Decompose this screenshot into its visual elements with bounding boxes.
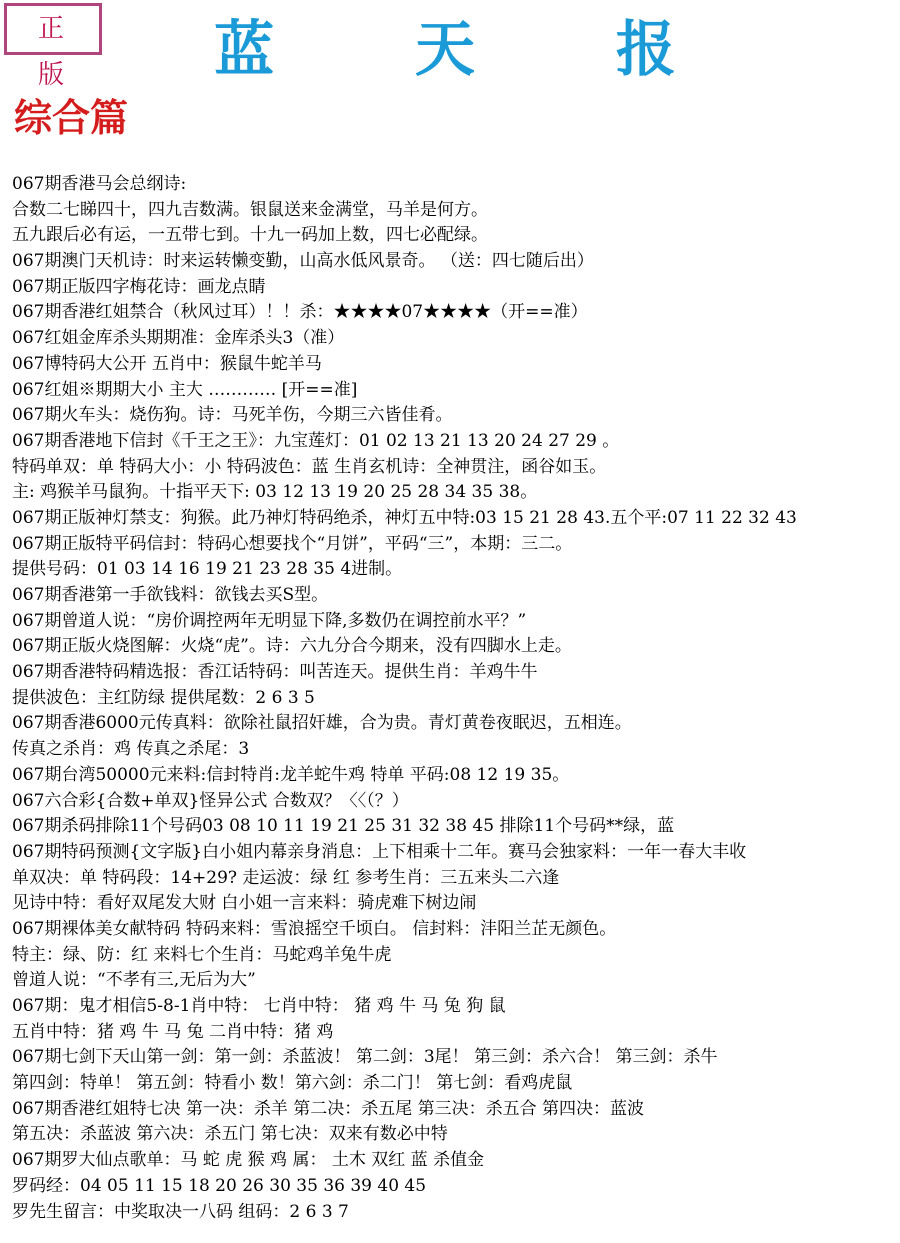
content-line: 曾道人说：“不孝有三,无后为大” <box>12 970 256 991</box>
content-line: 传真之杀肖：鸡 传真之杀尾：3 <box>12 739 250 760</box>
content-line: 067红姐金库杀头期期准：金库杀头3（准） <box>12 328 345 349</box>
content-line: 提供波色：主红防绿 提供尾数：2 6 3 5 <box>12 687 315 708</box>
content-line: 提供号码：01 03 14 16 19 21 23 28 35 4进制。 <box>12 559 403 580</box>
content-line: 067期香港特码精选报：香江话特码：叫苦连天。提供生肖：羊鸡牛牛 <box>12 662 538 683</box>
content-line: 067期正版火烧图解：火烧“虎”。诗：六九分合今期来，没有四脚水上走。 <box>12 636 572 657</box>
content-line: 067期：鬼才相信5-8-1肖中特： 七肖中特： 猪 鸡 牛 马 兔 狗 鼠 <box>12 996 506 1016</box>
content-line: 见诗中特：看好双尾发大财 白小姐一言来料：骑虎难下树边闹 <box>12 893 477 914</box>
content-line: 067红姐※期期大小 主大 ………… [开==准] <box>12 379 358 400</box>
content-line: 067期香港6000元传真料：欲除社鼠招奸雄，合为贵。青灯黄卷夜眠迟，五相连。 <box>12 713 632 734</box>
content-line: 067期特码预测{文字版}白小姐内幕亲身消息：上下相乘十二年。赛马会独家料：一年一春大丰收 <box>12 841 747 862</box>
content-line: 067期曾道人说：“房价调控两年无明显下降,多数仍在调控前水平？” <box>12 610 527 631</box>
content-line: 第四剑：特单！ 第五剑：特看小 数！第六剑：杀二门！ 第七剑：看鸡虎鼠 <box>12 1073 573 1094</box>
content-line: 五肖中特：猪 鸡 牛 马 兔 二肖中特：猪 鸡 <box>12 1021 334 1042</box>
content-lines <box>12 172 898 1225</box>
content-line: 合数二七睇四十，四九吉数满。银鼠送来金满堂，马羊是何方。 <box>12 199 488 220</box>
content-line: 067期裸体美女献特码 特码来料：雪浪摇空千顷白。 信封料：沣阳兰芷无颜色。 <box>12 918 617 939</box>
content-line: 067期香港马会总纲诗: <box>12 174 187 194</box>
content-line: 067博特码大公开 五肖中：猴鼠牛蛇羊马 <box>12 353 322 374</box>
content-line: 五九跟后必有运，一五带七到。十九一码加上数，四七必配绿。 <box>12 225 488 246</box>
content-line: 第五决：杀蓝波 第六决：杀五门 第七决：双来有数必中特 <box>12 1124 448 1145</box>
page-title: 蓝 天 报 <box>214 15 736 85</box>
content-line: 067期正版神灯禁支：狗猴。此乃神灯特码绝杀，神灯五中特:03 15 21 28 43.五个平:07 11 22 32 43 <box>12 507 797 528</box>
content-line: 特码单双：单 特码大小：小 特码波色：蓝 生肖玄机诗：全神贯注，函谷如玉。 <box>12 456 607 477</box>
content-line: 067期台湾50000元来料:信封特肖:龙羊蛇牛鸡 特单 平码:08 12 19 35。 <box>12 764 570 785</box>
content-line: 067期罗大仙点歌单：马 蛇 虎 猴 鸡 属： 土木 双红 蓝 杀值金 <box>12 1150 485 1171</box>
content-line: 067期正版四字梅花诗：画龙点睛 <box>12 276 266 297</box>
content-line: 067期杀码排除11个号码03 08 10 11 19 21 25 31 32 38 45 排除11个号码**绿，蓝 <box>12 816 675 837</box>
section-heading: 综合篇 <box>14 95 129 140</box>
content-line: 罗码经：04 05 11 15 18 20 26 30 35 36 39 40 45 <box>12 1175 427 1196</box>
content-line: 罗先生留言：中奖取决一八码 组码：2 6 3 7 <box>12 1201 349 1222</box>
content-line: 067六合彩{合数+单双}怪异公式 合数双？〈〈（？） <box>12 790 409 811</box>
content-line: 067期火车头：烧伤狗。诗：马死羊伤，今期三六皆佳肴。 <box>12 405 453 426</box>
content-line: 067期正版特平码信封：特码心想要找个“月饼”，平码“三”，本期：三二。 <box>12 533 573 554</box>
content-line: 067期香港地下信封《千王之王》：九宝莲灯：01 02 13 21 13 20 24 27 29 。 <box>12 430 620 451</box>
content-line: 067期香港红姐禁合（秋风过耳）！！杀：★★★★07★★★★（开==准） <box>12 302 588 323</box>
content-line: 单双决：单 特码段：14+29? 走运波：绿 红 参考生肖：三五来头二六逢 <box>12 867 560 888</box>
content-line: 067期澳门天机诗：时来运转懒变勤，山高水低风景奇。 （送：四七随后出） <box>12 251 594 272</box>
content-line: 067期香港红姐特七决 第一决：杀羊 第二决：杀五尾 第三决：杀五合 第四决：蓝波 <box>12 1098 645 1119</box>
content-line: 067期七剑下天山第一剑：第一剑：杀蓝波！ 第二剑：3尾！ 第三剑：杀六合！ 第三剑：杀牛 <box>12 1047 718 1068</box>
content-line: 特主：绿、防：红 来料七个生肖：马蛇鸡羊兔牛虎 <box>12 944 392 965</box>
content-line: 067期香港第一手欲钱料：欲钱去买S型。 <box>12 585 329 605</box>
content-line: 主: 鸡猴羊马鼠狗。十指平天下: 03 12 13 19 20 25 28 34 35 38。 <box>12 482 538 503</box>
authentic-badge: 正 版 <box>4 3 102 55</box>
